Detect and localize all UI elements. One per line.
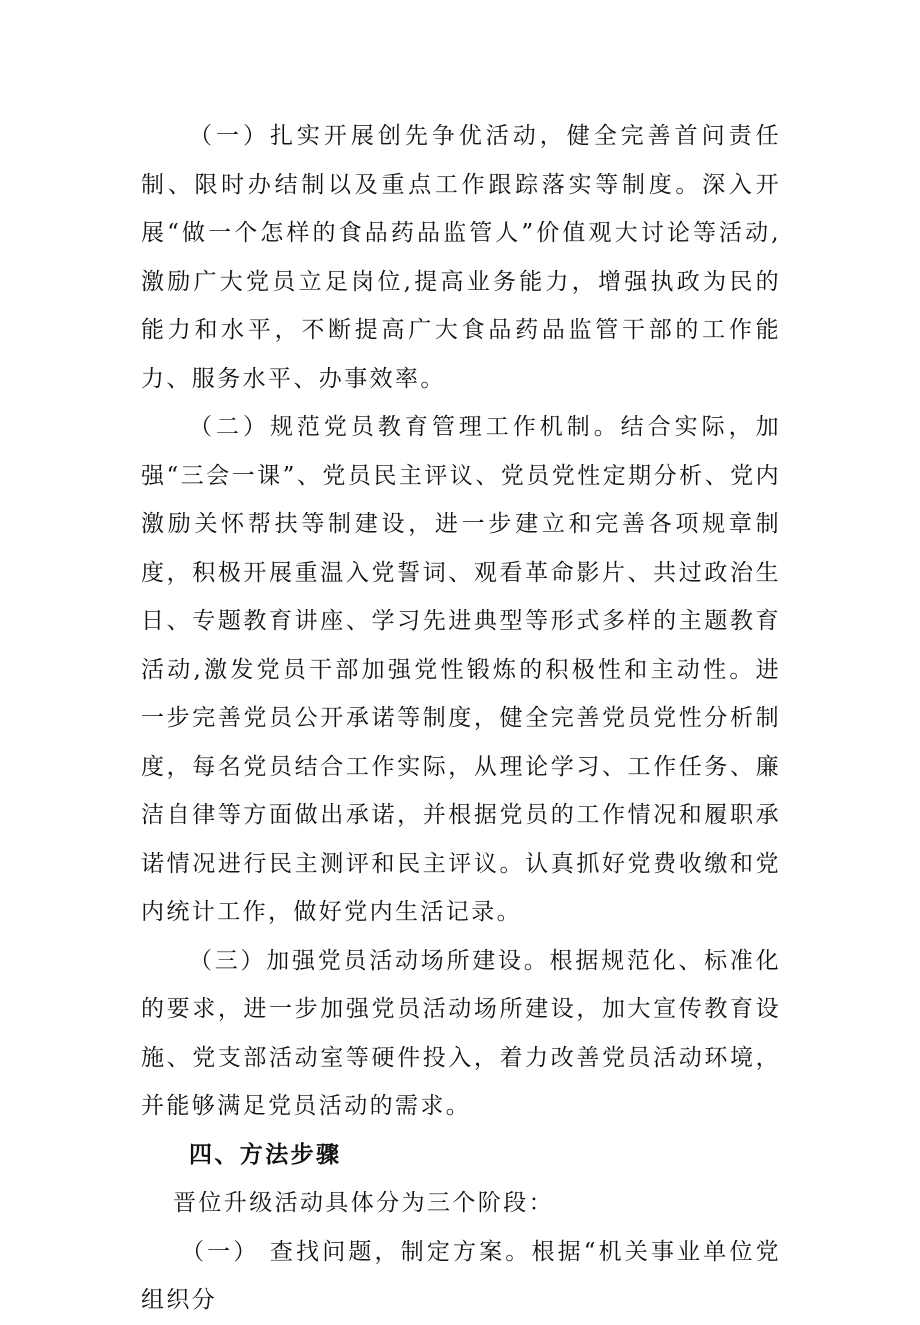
paragraph-2: （二）规范党员教育管理工作机制。结合实际，加强“三会一课”、党员民主评议、党员党性定期分析、党内激励关怀帮扶等制建设，进一步建立和完善各项规章制度，积极开展重温入党誓词、观看革命影片、共过政治生日、专题教育讲座、学习先进典型等形式多样的主题教育活动,激发党员干部加强党性锻炼的积极性和主动性。进一步完善党员公开承诺等制度，健全完善党员党性分析制度，每名党员结合工作实际，从理论学习、工作任务、廉洁自律等方面做出承诺，并根据党员的工作情况和履职承诺情况进行民主测评和民主评议。认真抓好党费收缴和党内统计工作，做好党内生活记录。 (141, 414, 781, 925)
paragraph-3: （三）加强党员活动场所建设。根据规范化、标准化的要求，进一步加强党员活动场所建设，加大宣传教育设施、党支部活动室等硬件投入，着力改善党员活动环境，并能够满足党员活动的需求。 (141, 947, 781, 1119)
paragraph-1: （一）扎实开展创先争优活动，健全完善首问责任制、限时办结制以及重点工作跟踪落实等制度。深入开展“做一个怎样的食品药品监管人”价值观大讨论等活动,激励广大党员立足岗位,提高业务能力，增强执政为民的能力和水平，不断提高广大食品药品监管干部的工作能力、服务水平、办事效率。 (141, 123, 781, 392)
section-heading: 四、方法步骤 (189, 1140, 342, 1168)
step-one-paragraph: （一） 查找问题，制定方案。根据“机关事业单位党组织分 (141, 1238, 781, 1313)
intro-paragraph: 晋位升级活动具体分为三个阶段： (173, 1190, 554, 1216)
document-body (141, 112, 781, 1325)
